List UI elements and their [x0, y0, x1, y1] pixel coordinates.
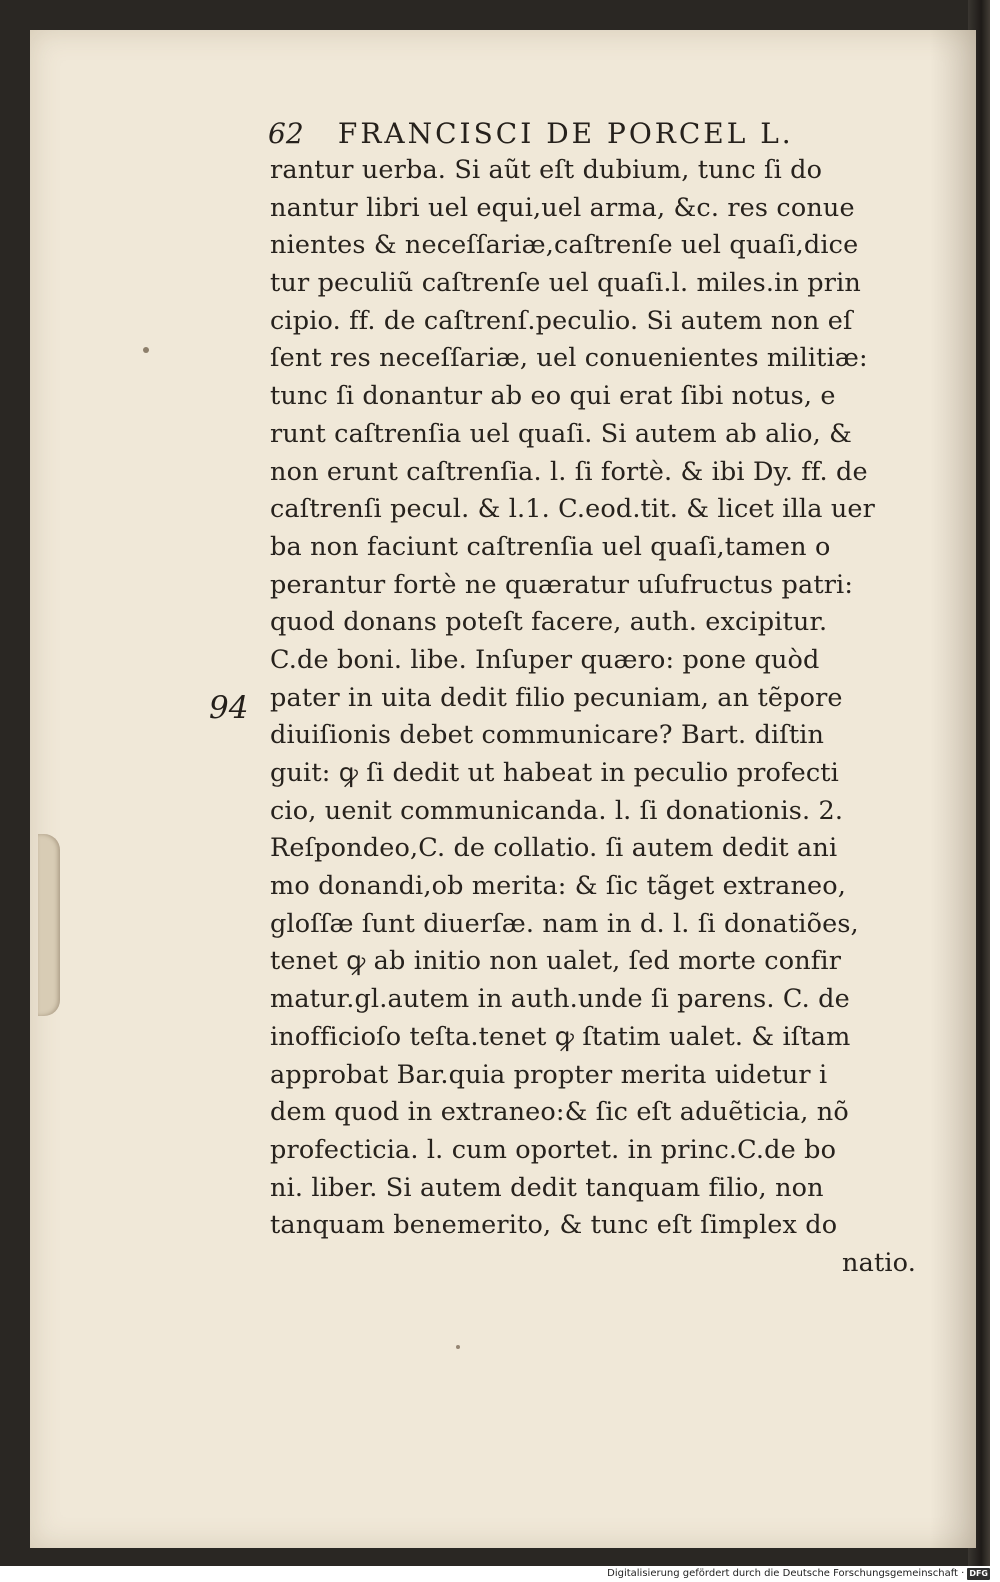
paper-speck — [143, 347, 149, 353]
body-text — [270, 152, 918, 1283]
text-line: mo donandi,ob merita: & ſic tãget extraneo, — [270, 871, 847, 902]
page-fold-shadow — [930, 30, 976, 1548]
text-line: ba non faciunt caſtrenſia uel quaſi,tamen o — [270, 531, 831, 562]
text-line: tur peculiũ caſtrenſe uel quaſi.l. miles.in prin — [270, 268, 861, 299]
text-line: quod donans poteſt facere, auth. excipitur. — [270, 607, 828, 638]
text-line: tenet ꝙ ab initio non ualet, ſed morte confir — [270, 946, 842, 977]
text-line: C.de boni. libe. Inſuper quæro: pone quòd — [270, 644, 820, 675]
text-line: ni. liber. Si autem dedit tanquam filio, non — [270, 1172, 824, 1203]
text-line: ſent res neceſſariæ, uel conuenientes militiæ: — [270, 343, 868, 374]
text-line: cipio. ff. de caſtrenſ.peculio. Si autem non eſ — [270, 305, 853, 336]
text-line: nientes & neceſſariæ,caſtrenſe uel quaſi,dice — [270, 230, 859, 261]
page-tab — [38, 834, 60, 1016]
text-line: profecticia. l. cum oportet. in princ.C.de bo — [270, 1134, 837, 1165]
credit-text: Digitalisierung gefördert durch die Deutsche Forschungsgemeinschaft · — [607, 1568, 965, 1579]
funding-credit — [607, 1566, 990, 1582]
margin-number: 94 — [209, 690, 249, 726]
running-head — [268, 112, 878, 156]
text-line: approbat Bar.quia propter merita uidetur i — [270, 1059, 828, 1090]
paper-speck — [456, 1345, 460, 1349]
text-line: caſtrenſi pecul. & l.1. C.eod.tit. & licet illa uer — [270, 494, 875, 525]
text-line: pater in uita dedit filio pecuniam, an tẽpore — [270, 682, 843, 713]
text-line: perantur fortè ne quæratur uſufructus patri: — [270, 569, 854, 600]
text-line: matur.gl.autem in auth.unde ſi parens. C. de — [270, 984, 850, 1015]
text-line: inofficioſo teſta.tenet ꝙ ſtatim ualet. & iſtam — [270, 1021, 851, 1052]
text-line: dem quod in extraneo:& ſic eſt aduẽticia, nõ — [270, 1097, 849, 1128]
footer-bar — [0, 1566, 1000, 1582]
page-number: 62 — [268, 117, 304, 150]
dfg-logo: DFG — [969, 1569, 988, 1578]
text-line: Reſpondeo,C. de collatio. ſi autem dedit ani — [270, 833, 838, 864]
text-line: cio, uenit communicanda. l. ſi donationis. 2. — [270, 795, 844, 826]
text-line: rantur uerba. Si aũt eſt dubium, tunc ſi do — [270, 155, 823, 185]
catchword: natio. — [842, 1247, 916, 1278]
text-line: non erunt caſtrenſia. l. ſi fortè. & ibi Dy. ff. de — [270, 456, 868, 487]
text-line: runt caſtrenſia uel quaſi. Si autem ab alio, & — [270, 418, 852, 449]
text-line: tunc ſi donantur ab eo qui erat ſibi notus, e — [270, 381, 836, 412]
text-line: nantur libri uel equi,uel arma, &c. res conue — [270, 192, 855, 223]
running-title: FRANCISCI DE PORCEL L. — [337, 117, 794, 150]
text-line: gloſſæ ſunt diuerſæ. nam in d. l. ſi donatiões, — [270, 908, 859, 939]
text-line: tanquam benemerito, & tunc eſt ſimplex do — [270, 1210, 838, 1241]
text-line: guit: ꝙ ſi dedit ut habeat in peculio profecti — [270, 758, 839, 788]
text-line: diuiſionis debet communicare? Bart. diſtin — [270, 720, 825, 751]
